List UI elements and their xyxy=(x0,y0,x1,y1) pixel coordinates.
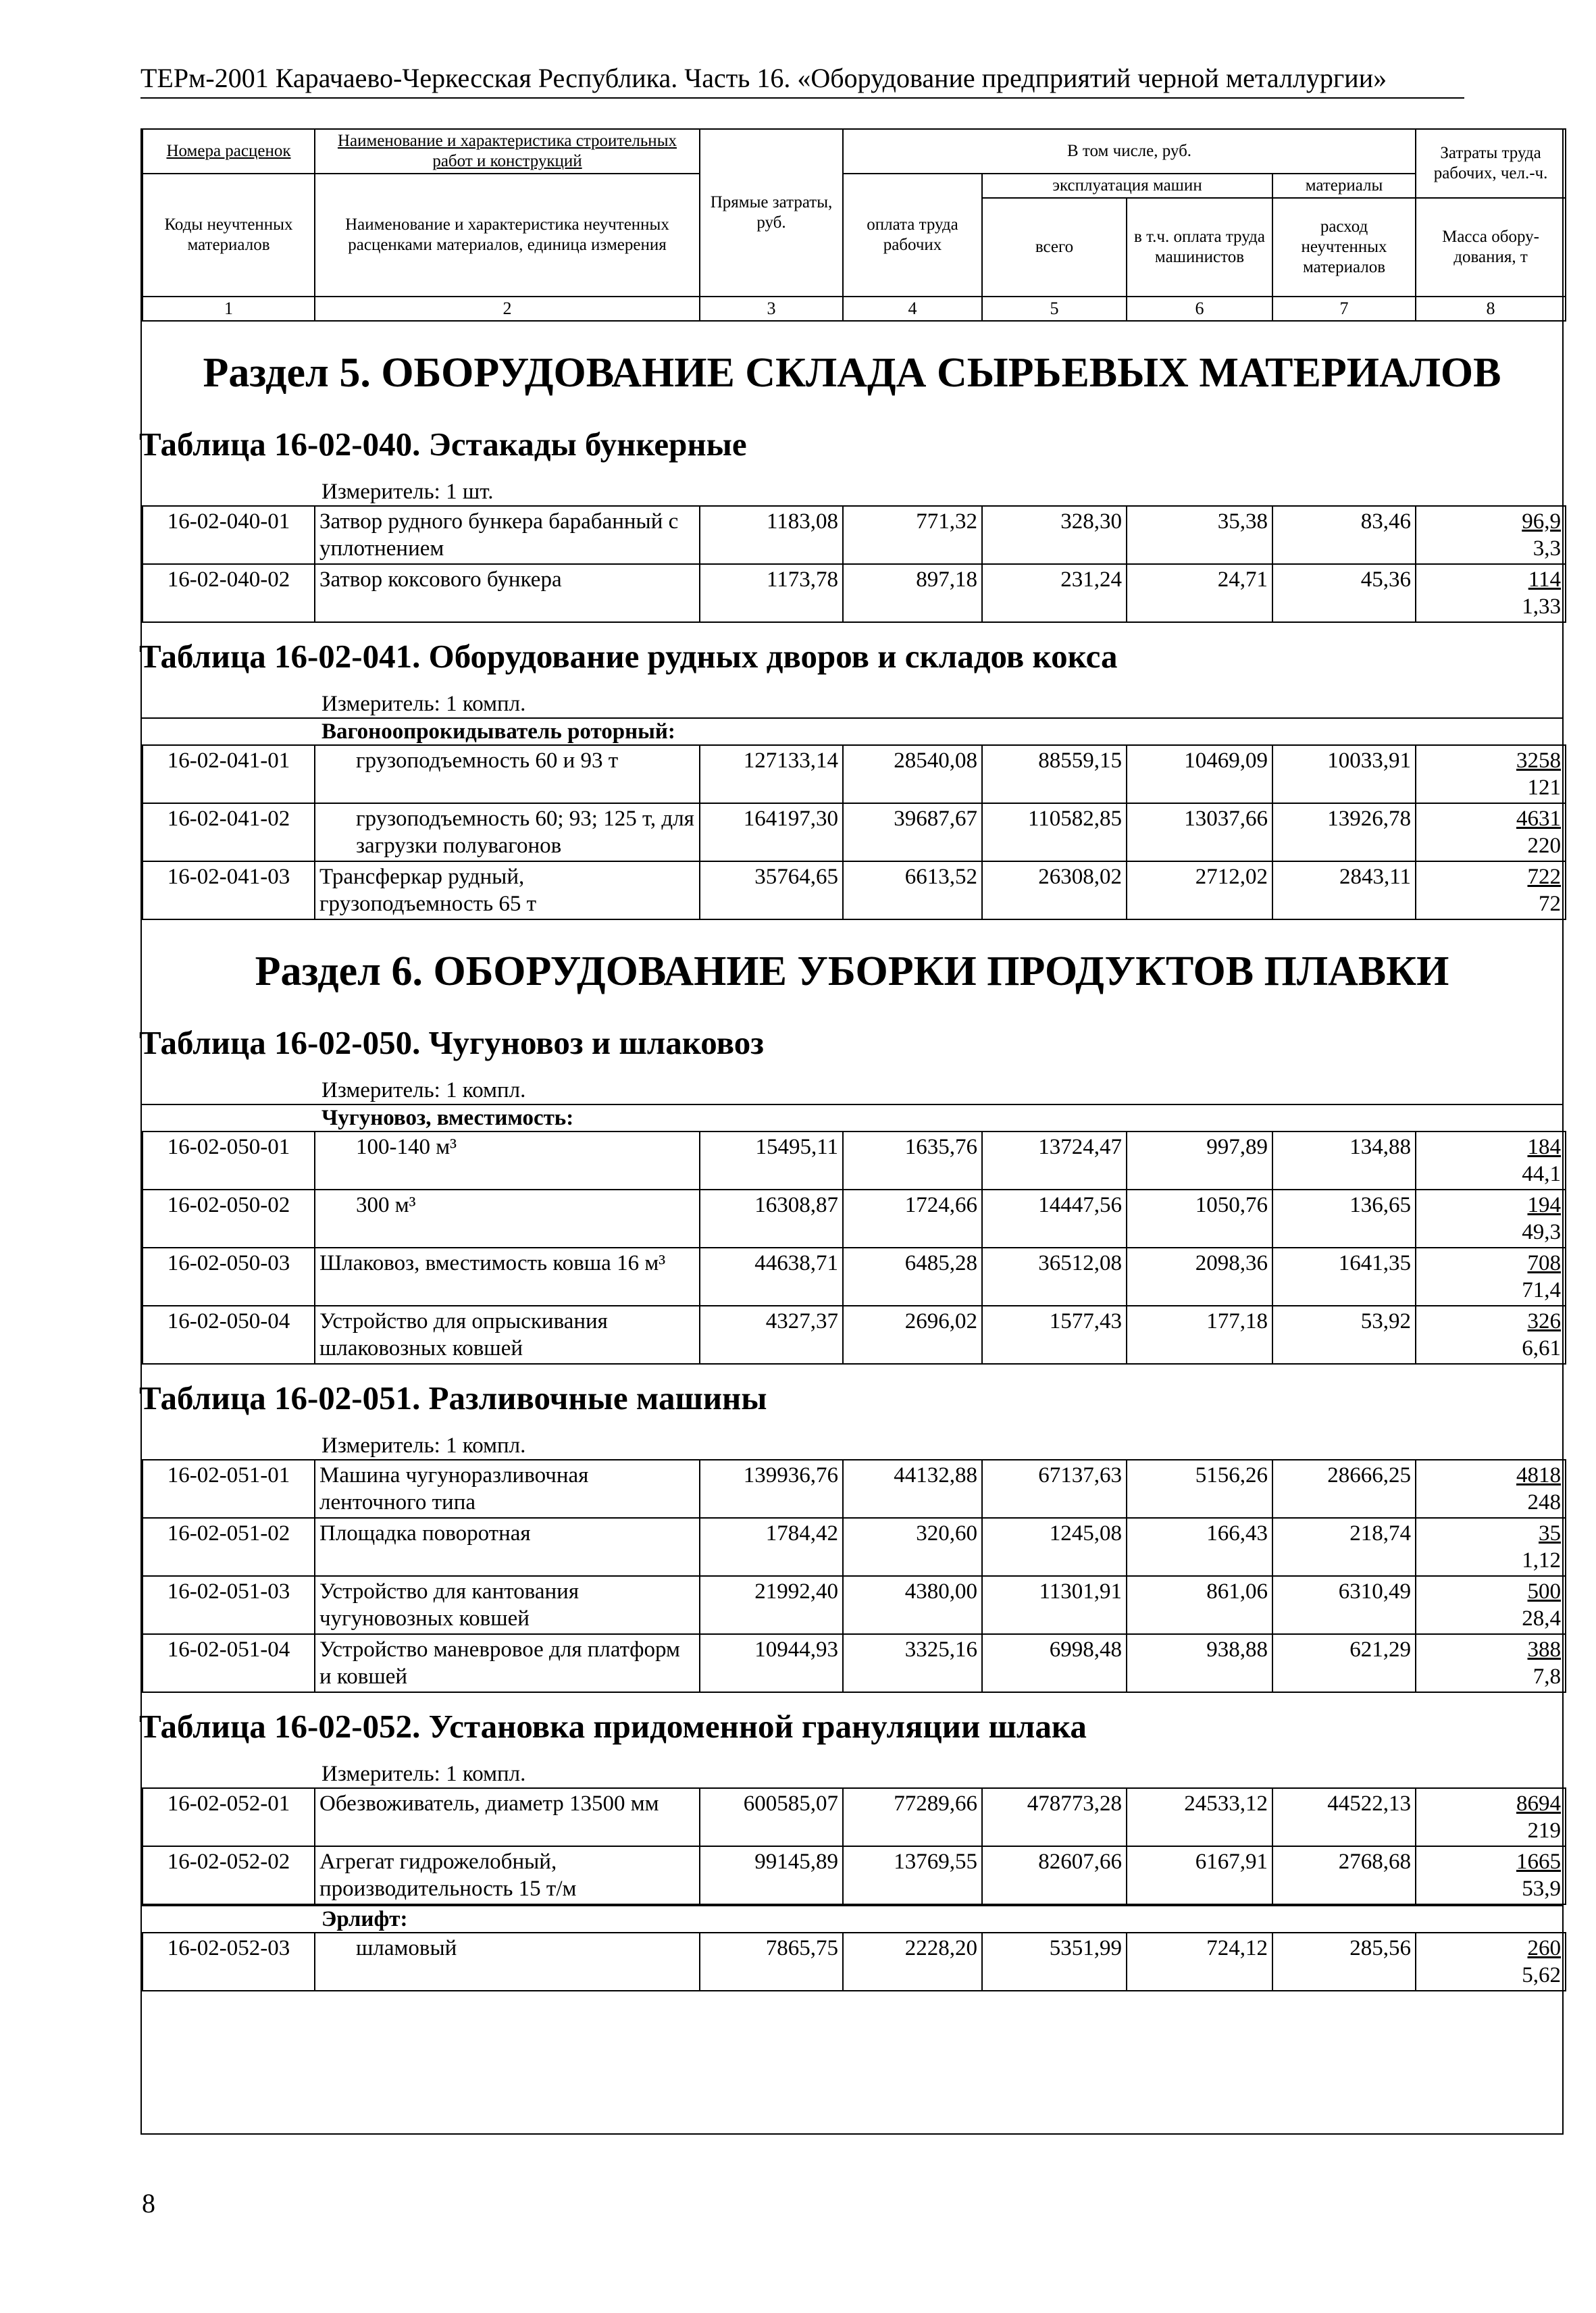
machines-total: 26308,02 xyxy=(982,861,1127,919)
machinist-pay: 724,12 xyxy=(1127,1933,1272,1991)
labor-hours: 3258 xyxy=(1516,748,1561,773)
labor-and-mass xyxy=(1416,1306,1566,1364)
rate-name: Затвор рудного бункера барабанный с уплотнением xyxy=(315,506,700,564)
labor-and-mass xyxy=(1416,1132,1566,1190)
materials-cost: 28666,25 xyxy=(1272,1460,1416,1518)
worker-pay: 6613,52 xyxy=(843,861,982,919)
table-row xyxy=(143,803,1566,861)
machines-total: 1577,43 xyxy=(982,1306,1127,1364)
labor-hours: 96,9 xyxy=(1522,509,1561,534)
machines-total: 1245,08 xyxy=(982,1518,1127,1576)
machinist-pay: 13037,66 xyxy=(1127,803,1272,861)
worker-pay: 320,60 xyxy=(843,1518,982,1576)
machinist-pay: 166,43 xyxy=(1127,1518,1272,1576)
labor-and-mass xyxy=(1416,1634,1566,1692)
materials-cost: 53,92 xyxy=(1272,1306,1416,1364)
direct-costs: 1183,08 xyxy=(700,506,843,564)
table-row xyxy=(143,1248,1566,1306)
worker-pay: 44132,88 xyxy=(843,1460,982,1518)
labor-hours: 184 xyxy=(1527,1135,1561,1159)
labor-and-mass xyxy=(1416,1788,1566,1846)
col-num-5: 5 xyxy=(982,297,1127,321)
col-machines: эксплуатация машин xyxy=(982,174,1272,198)
machines-total: 231,24 xyxy=(982,564,1127,622)
machines-total: 14447,56 xyxy=(982,1190,1127,1248)
page-number: 8 xyxy=(142,2188,155,2218)
rate-name: грузоподъемность 60 и 93 т xyxy=(315,745,700,803)
rate-code: 16-02-051-03 xyxy=(143,1576,315,1634)
col-num-8: 8 xyxy=(1416,297,1566,321)
rate-code: 16-02-040-02 xyxy=(143,564,315,622)
materials-cost: 44522,13 xyxy=(1272,1788,1416,1846)
rate-code: 16-02-051-01 xyxy=(143,1460,315,1518)
rate-code: 16-02-050-01 xyxy=(143,1132,315,1190)
equipment-mass: 28,4 xyxy=(1522,1606,1561,1631)
equipment-mass: 3,3 xyxy=(1533,536,1561,561)
machines-total: 67137,63 xyxy=(982,1460,1127,1518)
equipment-mass: 7,8 xyxy=(1533,1664,1561,1689)
col-direct-costs: Прямые затраты, руб. xyxy=(700,129,843,297)
table-title: Таблица 16-02-041. Оборудование рудных дворов и складов кокса xyxy=(139,638,1118,675)
col-rate-numbers: Номера расценок xyxy=(143,129,315,174)
rate-code: 16-02-052-02 xyxy=(143,1846,315,1904)
group-label: Чугуновоз, вместимость: xyxy=(142,1104,1562,1131)
labor-hours: 35 xyxy=(1539,1521,1561,1546)
direct-costs: 139936,76 xyxy=(700,1460,843,1518)
worker-pay: 28540,08 xyxy=(843,745,982,803)
rates-table xyxy=(142,505,1566,623)
labor-hours: 4818 xyxy=(1516,1463,1561,1488)
labor-and-mass xyxy=(1416,1248,1566,1306)
rate-name: Машина чугуноразливочная ленточного типа xyxy=(315,1460,700,1518)
materials-cost: 45,36 xyxy=(1272,564,1416,622)
direct-costs: 99145,89 xyxy=(700,1846,843,1904)
rate-name: 300 м³ xyxy=(315,1190,700,1248)
equipment-mass: 6,61 xyxy=(1522,1336,1561,1361)
col-material-use: расход неучтенных материалов xyxy=(1272,198,1416,297)
measure-unit: Измеритель: 1 компл. xyxy=(321,1762,526,1786)
materials-cost: 10033,91 xyxy=(1272,745,1416,803)
direct-costs: 1784,42 xyxy=(700,1518,843,1576)
rates-table xyxy=(142,1459,1566,1693)
worker-pay: 2228,20 xyxy=(843,1933,982,1991)
table-title: Таблица 16-02-052. Установка придоменной грануляции шлака xyxy=(139,1708,1087,1745)
labor-and-mass xyxy=(1416,1190,1566,1248)
materials-cost: 621,29 xyxy=(1272,1634,1416,1692)
labor-and-mass xyxy=(1416,1518,1566,1576)
direct-costs: 1173,78 xyxy=(700,564,843,622)
machines-total: 110582,85 xyxy=(982,803,1127,861)
col-equipment-mass: Масса обору-дования, т xyxy=(1416,198,1566,297)
labor-hours: 708 xyxy=(1527,1251,1561,1275)
materials-cost: 1641,35 xyxy=(1272,1248,1416,1306)
column-header xyxy=(142,128,1566,322)
rate-name: 100-140 м³ xyxy=(315,1132,700,1190)
table-row xyxy=(143,1460,1566,1518)
equipment-mass: 219 xyxy=(1527,1819,1561,1843)
col-incl: В том числе, руб. xyxy=(843,129,1416,174)
labor-hours: 4631 xyxy=(1516,807,1561,831)
direct-costs: 16308,87 xyxy=(700,1190,843,1248)
worker-pay: 77289,66 xyxy=(843,1788,982,1846)
table-row xyxy=(143,1132,1566,1190)
rate-code: 16-02-040-01 xyxy=(143,506,315,564)
labor-hours: 500 xyxy=(1527,1579,1561,1604)
materials-cost: 83,46 xyxy=(1272,506,1416,564)
machines-total: 82607,66 xyxy=(982,1846,1127,1904)
materials-cost: 2843,11 xyxy=(1272,861,1416,919)
rate-name: грузоподъемность 60; 93; 125 т, для загрузки полувагонов xyxy=(315,803,700,861)
worker-pay: 39687,67 xyxy=(843,803,982,861)
machinist-pay: 861,06 xyxy=(1127,1576,1272,1634)
equipment-mass: 121 xyxy=(1527,776,1561,800)
rate-name: Агрегат гидрожелобный, производительность 15 т/м xyxy=(315,1846,700,1904)
labor-hours: 326 xyxy=(1527,1309,1561,1333)
measure-unit: Измеритель: 1 компл. xyxy=(321,692,526,716)
rate-code: 16-02-041-02 xyxy=(143,803,315,861)
machines-total: 13724,47 xyxy=(982,1132,1127,1190)
materials-cost: 6310,49 xyxy=(1272,1576,1416,1634)
table-title: Таблица 16-02-050. Чугуновоз и шлаковоз xyxy=(139,1024,764,1061)
rate-code: 16-02-050-03 xyxy=(143,1248,315,1306)
equipment-mass: 71,4 xyxy=(1522,1278,1561,1302)
rate-code: 16-02-050-02 xyxy=(143,1190,315,1248)
worker-pay: 1635,76 xyxy=(843,1132,982,1190)
equipment-mass: 44,1 xyxy=(1522,1162,1561,1186)
rates-table xyxy=(142,744,1566,920)
labor-and-mass xyxy=(1416,1933,1566,1991)
col-material-name: Наименование и характеристика неучтенных расценками материалов, единица измерения xyxy=(315,174,700,297)
direct-costs: 127133,14 xyxy=(700,745,843,803)
machinist-pay: 2098,36 xyxy=(1127,1248,1272,1306)
direct-costs: 7865,75 xyxy=(700,1933,843,1991)
table-row xyxy=(143,1306,1566,1364)
labor-hours: 114 xyxy=(1528,567,1561,592)
worker-pay: 6485,28 xyxy=(843,1248,982,1306)
direct-costs: 10944,93 xyxy=(700,1634,843,1692)
materials-cost: 285,56 xyxy=(1272,1933,1416,1991)
labor-and-mass xyxy=(1416,506,1566,564)
section-title: Раздел 6. ОБОРУДОВАНИЕ УБОРКИ ПРОДУКТОВ ПЛАВКИ xyxy=(255,948,1449,994)
rate-name: Устройство для опрыскивания шлаковозных ковшей xyxy=(315,1306,700,1364)
col-num-7: 7 xyxy=(1272,297,1416,321)
group-label: Вагоноопрокидыватель роторный: xyxy=(142,717,1562,744)
estimate-sheet xyxy=(140,128,1564,2135)
materials-cost: 134,88 xyxy=(1272,1132,1416,1190)
table-row xyxy=(143,1846,1566,1904)
labor-hours: 260 xyxy=(1527,1936,1561,1960)
machinist-pay: 10469,09 xyxy=(1127,745,1272,803)
machines-total: 328,30 xyxy=(982,506,1127,564)
rate-name: шламовый xyxy=(315,1933,700,1991)
labor-hours: 1665 xyxy=(1516,1850,1561,1874)
rate-code: 16-02-041-03 xyxy=(143,861,315,919)
rate-code: 16-02-052-03 xyxy=(143,1933,315,1991)
machinist-pay: 35,38 xyxy=(1127,506,1272,564)
rate-name: Шлаковоз, вместимость ковша 16 м³ xyxy=(315,1248,700,1306)
materials-cost: 13926,78 xyxy=(1272,803,1416,861)
rate-code: 16-02-051-04 xyxy=(143,1634,315,1692)
table-row xyxy=(143,1634,1566,1692)
col-num-4: 4 xyxy=(843,297,982,321)
machinist-pay: 177,18 xyxy=(1127,1306,1272,1364)
machinist-pay: 24,71 xyxy=(1127,564,1272,622)
rate-name: Устройство маневровое для платформ и ковшей xyxy=(315,1634,700,1692)
col-materials: материалы xyxy=(1272,174,1416,198)
machinist-pay: 6167,91 xyxy=(1127,1846,1272,1904)
col-machinist-pay: в т.ч. оплата труда машинистов xyxy=(1127,198,1272,297)
rates-table xyxy=(142,1932,1566,1991)
rates-table xyxy=(142,1131,1566,1365)
rate-name: Обезвоживатель, диаметр 13500 мм xyxy=(315,1788,700,1846)
rate-name: Трансферкар рудный, грузоподъемность 65 т xyxy=(315,861,700,919)
table-row xyxy=(143,564,1566,622)
table-row xyxy=(143,1576,1566,1634)
machinist-pay: 2712,02 xyxy=(1127,861,1272,919)
worker-pay: 897,18 xyxy=(843,564,982,622)
worker-pay: 771,32 xyxy=(843,506,982,564)
table-row xyxy=(143,1933,1566,1991)
direct-costs: 15495,11 xyxy=(700,1132,843,1190)
machines-total: 478773,28 xyxy=(982,1788,1127,1846)
labor-hours: 8694 xyxy=(1516,1791,1561,1816)
measure-unit: Измеритель: 1 компл. xyxy=(321,1078,526,1102)
measure-unit: Измеритель: 1 компл. xyxy=(321,1433,526,1458)
labor-and-mass xyxy=(1416,745,1566,803)
rate-code: 16-02-052-01 xyxy=(143,1788,315,1846)
col-num-6: 6 xyxy=(1127,297,1272,321)
rate-name: Затвор коксового бункера xyxy=(315,564,700,622)
labor-hours: 722 xyxy=(1527,865,1561,889)
table-row xyxy=(143,861,1566,919)
rate-code: 16-02-051-02 xyxy=(143,1518,315,1576)
sheet-content xyxy=(139,349,1562,1991)
direct-costs: 600585,07 xyxy=(700,1788,843,1846)
worker-pay: 3325,16 xyxy=(843,1634,982,1692)
machinist-pay: 5156,26 xyxy=(1127,1460,1272,1518)
labor-and-mass xyxy=(1416,1460,1566,1518)
materials-cost: 136,65 xyxy=(1272,1190,1416,1248)
table-row xyxy=(143,745,1566,803)
machines-total: 11301,91 xyxy=(982,1576,1127,1634)
labor-hours: 194 xyxy=(1527,1193,1561,1217)
direct-costs: 4327,37 xyxy=(700,1306,843,1364)
table-row xyxy=(143,1190,1566,1248)
rates-table xyxy=(142,1787,1566,1905)
section-title: Раздел 5. ОБОРУДОВАНИЕ СКЛАДА СЫРЬЕВЫХ МАТЕРИАЛОВ xyxy=(203,350,1501,396)
table-row xyxy=(143,1518,1566,1576)
materials-cost: 218,74 xyxy=(1272,1518,1416,1576)
equipment-mass: 5,62 xyxy=(1522,1963,1561,1987)
labor-and-mass xyxy=(1416,1846,1566,1904)
equipment-mass: 1,12 xyxy=(1522,1548,1561,1573)
labor-and-mass xyxy=(1416,861,1566,919)
table-title: Таблица 16-02-040. Эстакады бункерные xyxy=(139,426,747,463)
equipment-mass: 72 xyxy=(1539,892,1561,916)
worker-pay: 1724,66 xyxy=(843,1190,982,1248)
equipment-mass: 1,33 xyxy=(1522,594,1561,619)
table-row xyxy=(143,506,1566,564)
machinist-pay: 938,88 xyxy=(1127,1634,1272,1692)
direct-costs: 44638,71 xyxy=(700,1248,843,1306)
rate-code: 16-02-041-01 xyxy=(143,745,315,803)
direct-costs: 164197,30 xyxy=(700,803,843,861)
col-machines-total: всего xyxy=(982,198,1127,297)
direct-costs: 21992,40 xyxy=(700,1576,843,1634)
rate-name: Площадка поворотная xyxy=(315,1518,700,1576)
equipment-mass: 53,9 xyxy=(1522,1877,1561,1901)
machinist-pay: 1050,76 xyxy=(1127,1190,1272,1248)
page-header: ТЕРм-2001 Карачаево-Черкесская Республика. Часть 16. «Оборудование предприятий черной металлургии» xyxy=(140,62,1464,99)
equipment-mass: 248 xyxy=(1527,1490,1561,1515)
materials-cost: 2768,68 xyxy=(1272,1846,1416,1904)
col-work-name: Наименование и характеристика строительных работ и конструкций xyxy=(315,129,700,174)
equipment-mass: 49,3 xyxy=(1522,1220,1561,1244)
table-title: Таблица 16-02-051. Разливочные машины xyxy=(139,1379,767,1417)
machines-total: 6998,48 xyxy=(982,1634,1127,1692)
col-labor-hours: Затраты труда рабочих, чел.-ч. xyxy=(1416,129,1566,198)
labor-hours: 388 xyxy=(1527,1637,1561,1662)
machines-total: 88559,15 xyxy=(982,745,1127,803)
col-num-2: 2 xyxy=(315,297,700,321)
machinist-pay: 997,89 xyxy=(1127,1132,1272,1190)
machines-total: 36512,08 xyxy=(982,1248,1127,1306)
col-num-3: 3 xyxy=(700,297,843,321)
worker-pay: 2696,02 xyxy=(843,1306,982,1364)
labor-and-mass xyxy=(1416,1576,1566,1634)
worker-pay: 13769,55 xyxy=(843,1846,982,1904)
rate-name: Устройство для кантования чугуновозных ковшей xyxy=(315,1576,700,1634)
labor-and-mass xyxy=(1416,803,1566,861)
direct-costs: 35764,65 xyxy=(700,861,843,919)
worker-pay: 4380,00 xyxy=(843,1576,982,1634)
group-label: Эрлифт: xyxy=(142,1905,1562,1932)
col-worker-pay: оплата труда рабочих xyxy=(843,174,982,297)
col-material-codes: Коды неучтенных материалов xyxy=(143,174,315,297)
measure-unit: Измеритель: 1 шт. xyxy=(321,480,494,504)
labor-and-mass xyxy=(1416,564,1566,622)
equipment-mass: 220 xyxy=(1527,834,1561,858)
machinist-pay: 24533,12 xyxy=(1127,1788,1272,1846)
col-num-1: 1 xyxy=(143,297,315,321)
rate-code: 16-02-050-04 xyxy=(143,1306,315,1364)
machines-total: 5351,99 xyxy=(982,1933,1127,1991)
table-row xyxy=(143,1788,1566,1846)
